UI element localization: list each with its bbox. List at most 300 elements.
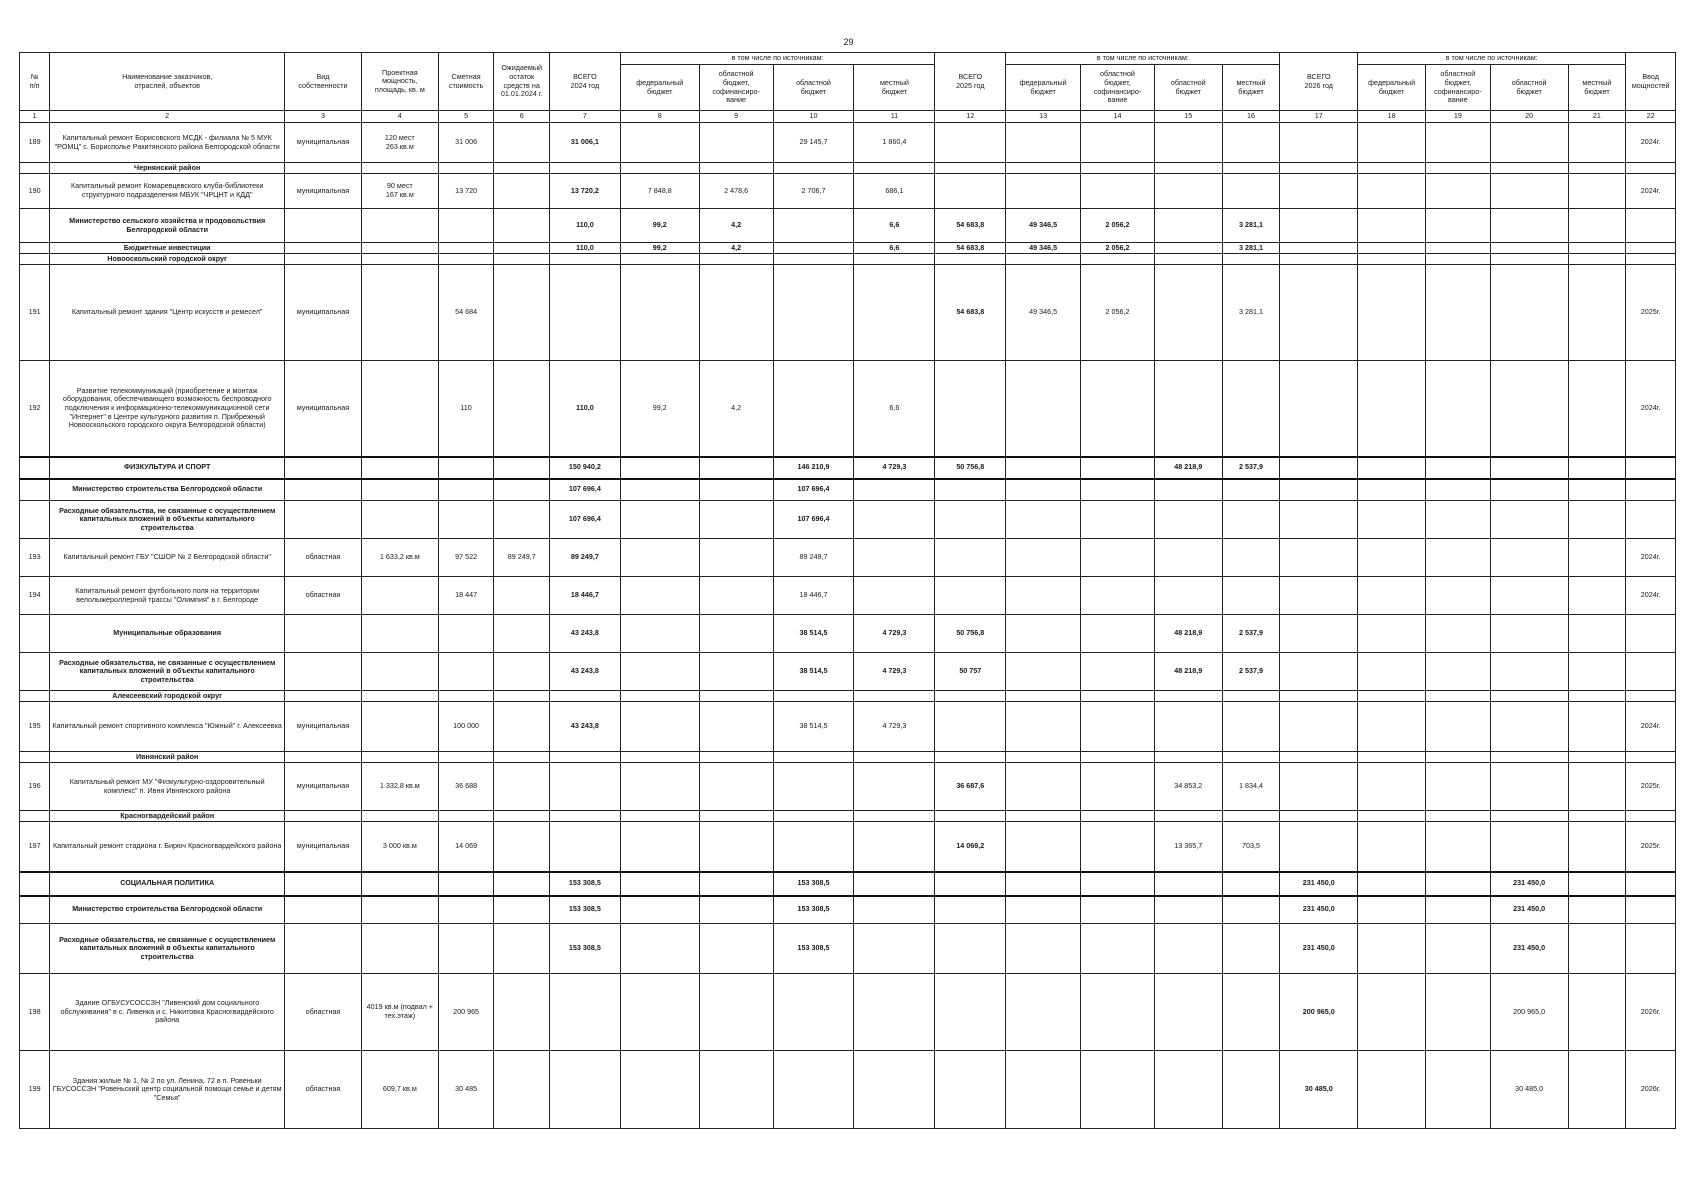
column-number: 19 [1425, 111, 1490, 123]
cell-col-7: 89 249,7 [550, 539, 621, 577]
cell-col-14 [1081, 763, 1155, 811]
cell-col-15 [1154, 872, 1222, 896]
column-number: 21 [1568, 111, 1626, 123]
cell-col-17 [1280, 361, 1358, 457]
header-num: № п/п [20, 53, 50, 111]
section-title: СОЦИАЛЬНАЯ ПОЛИТИКА [50, 872, 285, 896]
section-title: Министерство строительства Белгородской области [50, 896, 285, 924]
cell-col-12: 14 069,2 [935, 822, 1006, 872]
cell-col-13 [1006, 691, 1081, 702]
cell-col-20 [1490, 539, 1568, 577]
cell-col-6 [494, 209, 550, 243]
column-number: 3 [285, 111, 362, 123]
cell-col-19 [1425, 896, 1490, 924]
cell-col-15 [1154, 811, 1222, 822]
row-number [20, 872, 50, 896]
cell-col-14: 2 056,2 [1081, 243, 1155, 254]
cell-col-3 [285, 243, 362, 254]
cell-col-14 [1081, 615, 1155, 653]
cell-col-6: 89 249,7 [494, 539, 550, 577]
cell-col-11 [854, 924, 935, 974]
cell-col-5: 54 684 [438, 265, 494, 361]
cell-col-11 [854, 896, 935, 924]
row-number: 193 [20, 539, 50, 577]
cell-col-17 [1280, 479, 1358, 501]
cell-col-22 [1626, 501, 1676, 539]
cell-col-21 [1568, 702, 1626, 752]
cell-col-13 [1006, 872, 1081, 896]
cell-col-18 [1358, 752, 1426, 763]
header-owner: Вид собственности [285, 53, 362, 111]
header-local: местный бюджет [854, 65, 935, 111]
cell-col-9 [699, 974, 773, 1051]
cell-col-14 [1081, 539, 1155, 577]
cell-col-20: 200 965,0 [1490, 974, 1568, 1051]
section-title: Расходные обязательства, не связанные с осуществлением капитальных вложений в объекты капитального строительства [50, 924, 285, 974]
cell-col-19 [1425, 265, 1490, 361]
cell-col-4 [361, 896, 438, 924]
section-title: Министерство строительства Белгородской области [50, 479, 285, 501]
cell-col-3: областная [285, 974, 362, 1051]
cell-col-7: 43 243,8 [550, 702, 621, 752]
cell-col-22: 2024г. [1626, 702, 1676, 752]
cell-col-4 [361, 479, 438, 501]
object-name: Капитальный ремонт МУ "Физкультурно-оздоровительный комплекс" п. Ивня Ивнянского района [50, 763, 285, 811]
object-name: Развитие телекоммуникаций (приобретение и монтаж оборудования, обеспечивающего возможность беспроводного подключения к информационно-телекоммуникационной сети "Интернет" в Центре культурного развития п. Прибрежный Новооскольского городского округа Белгородской области) [50, 361, 285, 457]
cell-col-22: 2025г. [1626, 265, 1676, 361]
section-row [20, 752, 1676, 763]
cell-col-8 [620, 457, 699, 479]
cell-col-12: 50 756,8 [935, 457, 1006, 479]
cell-col-9 [699, 163, 773, 174]
cell-col-17 [1280, 174, 1358, 209]
cell-col-18 [1358, 123, 1426, 163]
cell-col-12: 50 757 [935, 653, 1006, 691]
cell-col-16 [1222, 539, 1280, 577]
cell-col-11: 6,6 [854, 243, 935, 254]
cell-col-11 [854, 811, 935, 822]
cell-col-11 [854, 265, 935, 361]
cell-col-5: 110 [438, 361, 494, 457]
cell-col-21 [1568, 752, 1626, 763]
cell-col-20 [1490, 501, 1568, 539]
section-title: Министерство сельского хозяйства и продовольствия Белгородской области [50, 209, 285, 243]
cell-col-13: 49 346,5 [1006, 265, 1081, 361]
cell-col-15: 48 218,9 [1154, 457, 1222, 479]
cell-col-3 [285, 811, 362, 822]
cell-col-14 [1081, 822, 1155, 872]
cell-col-8 [620, 822, 699, 872]
cell-col-7: 153 308,5 [550, 872, 621, 896]
cell-col-3 [285, 501, 362, 539]
cell-col-16 [1222, 361, 1280, 457]
cell-col-11 [854, 752, 935, 763]
cell-col-5 [438, 924, 494, 974]
section-row [20, 691, 1676, 702]
budget-table [19, 52, 1676, 1129]
cell-col-3 [285, 752, 362, 763]
cell-col-13: 49 346,5 [1006, 243, 1081, 254]
column-number: 15 [1154, 111, 1222, 123]
cell-col-6 [494, 479, 550, 501]
cell-col-4: 120 мест 263 кв.м [361, 123, 438, 163]
cell-col-6 [494, 615, 550, 653]
section-row [20, 243, 1676, 254]
cell-col-16: 2 537,9 [1222, 457, 1280, 479]
cell-col-9: 2 478,6 [699, 174, 773, 209]
cell-col-10: 18 446,7 [773, 577, 854, 615]
cell-col-7 [550, 265, 621, 361]
cell-col-20 [1490, 615, 1568, 653]
row-number: 195 [20, 702, 50, 752]
header-federal: федеральный бюджет [1006, 65, 1081, 111]
cell-col-8 [620, 577, 699, 615]
row-number: 197 [20, 822, 50, 872]
cell-col-20 [1490, 361, 1568, 457]
cell-col-11 [854, 479, 935, 501]
cell-col-17 [1280, 752, 1358, 763]
column-number: 9 [699, 111, 773, 123]
cell-col-8: 99,2 [620, 243, 699, 254]
cell-col-8: 99,2 [620, 209, 699, 243]
row-number [20, 653, 50, 691]
cell-col-16 [1222, 163, 1280, 174]
cell-col-3 [285, 163, 362, 174]
cell-col-10 [773, 1051, 854, 1129]
cell-col-20 [1490, 691, 1568, 702]
cell-col-16: 3 281,1 [1222, 265, 1280, 361]
header-total-2024: ВСЕГО 2024 год [550, 53, 621, 111]
cell-col-19 [1425, 691, 1490, 702]
cell-col-11 [854, 691, 935, 702]
cell-col-5: 18 447 [438, 577, 494, 615]
cell-col-19 [1425, 577, 1490, 615]
cell-col-8 [620, 811, 699, 822]
cell-col-13 [1006, 174, 1081, 209]
cell-col-19 [1425, 811, 1490, 822]
header-cofin: областной бюджет, софинансиро- вание [1425, 65, 1490, 111]
cell-col-7: 18 446,7 [550, 577, 621, 615]
cell-col-21 [1568, 974, 1626, 1051]
cell-col-7 [550, 752, 621, 763]
cell-col-4 [361, 872, 438, 896]
cell-col-3 [285, 457, 362, 479]
cell-col-13 [1006, 822, 1081, 872]
cell-col-21 [1568, 896, 1626, 924]
cell-col-16 [1222, 974, 1280, 1051]
cell-col-17 [1280, 702, 1358, 752]
cell-col-22 [1626, 243, 1676, 254]
header-cofin: областной бюджет, софинансиро- вание [699, 65, 773, 111]
cell-col-10: 107 696,4 [773, 501, 854, 539]
cell-col-16: 2 537,9 [1222, 653, 1280, 691]
cell-col-22 [1626, 615, 1676, 653]
cell-col-4 [361, 209, 438, 243]
section-row [20, 653, 1676, 691]
section-row [20, 811, 1676, 822]
cell-col-22 [1626, 254, 1676, 265]
cell-col-12 [935, 539, 1006, 577]
cell-col-18 [1358, 811, 1426, 822]
header-federal: федеральный бюджет [1358, 65, 1426, 111]
cell-col-15: 13 365,7 [1154, 822, 1222, 872]
row-number: 194 [20, 577, 50, 615]
row-number [20, 243, 50, 254]
cell-col-18 [1358, 1051, 1426, 1129]
column-number: 13 [1006, 111, 1081, 123]
cell-col-5: 13 720 [438, 174, 494, 209]
cell-col-18 [1358, 822, 1426, 872]
section-title: Расходные обязательства, не связанные с осуществлением капитальных вложений в объекты капитального строительства [50, 501, 285, 539]
section-row [20, 479, 1676, 501]
cell-col-12: 36 687,6 [935, 763, 1006, 811]
page-number: 29 [843, 37, 854, 47]
cell-col-10: 38 514,5 [773, 702, 854, 752]
cell-col-9 [699, 539, 773, 577]
cell-col-15 [1154, 361, 1222, 457]
section-row [20, 872, 1676, 896]
cell-col-8: 7 848,8 [620, 174, 699, 209]
row-number: 189 [20, 123, 50, 163]
cell-col-7: 107 696,4 [550, 479, 621, 501]
cell-col-12 [935, 896, 1006, 924]
cell-col-11 [854, 163, 935, 174]
cell-col-10 [773, 974, 854, 1051]
section-title: Алексеевский городской округ [50, 691, 285, 702]
cell-col-4 [361, 691, 438, 702]
cell-col-16: 1 834,4 [1222, 763, 1280, 811]
cell-col-8 [620, 702, 699, 752]
cell-col-15 [1154, 896, 1222, 924]
cell-col-7: 110,0 [550, 209, 621, 243]
cell-col-17: 231 450,0 [1280, 896, 1358, 924]
cell-col-16 [1222, 1051, 1280, 1129]
cell-col-7 [550, 254, 621, 265]
cell-col-15: 34 853,2 [1154, 763, 1222, 811]
cell-col-18 [1358, 896, 1426, 924]
column-number: 8 [620, 111, 699, 123]
cell-col-3: муниципальная [285, 702, 362, 752]
cell-col-6 [494, 974, 550, 1051]
object-name: Капитальный ремонт Борисовского МСДК - филиала № 5 МУК "РОМЦ" с. Борисполье Ракитянского района Белгородской области [50, 123, 285, 163]
cell-col-17 [1280, 243, 1358, 254]
cell-col-22 [1626, 752, 1676, 763]
column-number: 18 [1358, 111, 1426, 123]
cell-col-6 [494, 243, 550, 254]
cell-col-12 [935, 174, 1006, 209]
cell-col-8 [620, 479, 699, 501]
row-number: 190 [20, 174, 50, 209]
cell-col-3 [285, 691, 362, 702]
cell-col-18 [1358, 691, 1426, 702]
cell-col-16 [1222, 174, 1280, 209]
section-title: Муниципальные образования [50, 615, 285, 653]
cell-col-6 [494, 896, 550, 924]
cell-col-6 [494, 163, 550, 174]
cell-col-4 [361, 811, 438, 822]
cell-col-18 [1358, 763, 1426, 811]
cell-col-5 [438, 243, 494, 254]
cell-col-7 [550, 763, 621, 811]
header-local: местный бюджет [1568, 65, 1626, 111]
cell-col-9 [699, 653, 773, 691]
cell-col-19 [1425, 924, 1490, 974]
cell-col-6 [494, 361, 550, 457]
cell-col-6 [494, 653, 550, 691]
cell-col-9 [699, 265, 773, 361]
cell-col-19 [1425, 174, 1490, 209]
cell-col-21 [1568, 209, 1626, 243]
cell-col-20: 231 450,0 [1490, 896, 1568, 924]
cell-col-16 [1222, 479, 1280, 501]
cell-col-16 [1222, 872, 1280, 896]
cell-col-14 [1081, 361, 1155, 457]
cell-col-20: 231 450,0 [1490, 872, 1568, 896]
cell-col-17 [1280, 163, 1358, 174]
cell-col-5: 36 688 [438, 763, 494, 811]
cell-col-19 [1425, 539, 1490, 577]
cell-col-17 [1280, 653, 1358, 691]
section-row [20, 896, 1676, 924]
cell-col-6 [494, 752, 550, 763]
cell-col-12 [935, 924, 1006, 974]
cell-col-4 [361, 457, 438, 479]
cell-col-19 [1425, 457, 1490, 479]
table-row [20, 539, 1676, 577]
cell-col-3: областная [285, 577, 362, 615]
cell-col-10 [773, 763, 854, 811]
cell-col-8 [620, 691, 699, 702]
cell-col-20 [1490, 254, 1568, 265]
header-regional: областной бюджет [1490, 65, 1568, 111]
cell-col-8 [620, 123, 699, 163]
column-number: 11 [854, 111, 935, 123]
cell-col-14 [1081, 924, 1155, 974]
header-commission: Ввод мощностей [1626, 53, 1676, 111]
object-name: Капитальный ремонт спортивного комплекса "Южный" г. Алексеевка [50, 702, 285, 752]
cell-col-18 [1358, 653, 1426, 691]
cell-col-21 [1568, 479, 1626, 501]
object-name: Капитальный ремонт здания "Центр искусств и ремесел" [50, 265, 285, 361]
cell-col-6 [494, 872, 550, 896]
cell-col-12 [935, 702, 1006, 752]
cell-col-12: 54 683,8 [935, 265, 1006, 361]
cell-col-11 [854, 539, 935, 577]
cell-col-13 [1006, 163, 1081, 174]
cell-col-14 [1081, 174, 1155, 209]
cell-col-12 [935, 974, 1006, 1051]
cell-col-9: 4,2 [699, 361, 773, 457]
cell-col-13 [1006, 752, 1081, 763]
cell-col-18 [1358, 872, 1426, 896]
cell-col-12 [935, 577, 1006, 615]
cell-col-10: 153 308,5 [773, 872, 854, 896]
cell-col-16 [1222, 811, 1280, 822]
cell-col-6 [494, 265, 550, 361]
cell-col-22: 2024г. [1626, 361, 1676, 457]
cell-col-22: 2025г. [1626, 822, 1676, 872]
cell-col-8 [620, 872, 699, 896]
cell-col-5: 30 485 [438, 1051, 494, 1129]
cell-col-15 [1154, 501, 1222, 539]
cell-col-6 [494, 811, 550, 822]
cell-col-6 [494, 174, 550, 209]
header-federal: федеральный бюджет [620, 65, 699, 111]
cell-col-8 [620, 763, 699, 811]
cell-col-6 [494, 501, 550, 539]
table-row [20, 361, 1676, 457]
cell-col-19 [1425, 163, 1490, 174]
cell-col-9 [699, 822, 773, 872]
cell-col-21 [1568, 174, 1626, 209]
cell-col-11 [854, 763, 935, 811]
cell-col-10 [773, 254, 854, 265]
cell-col-22 [1626, 479, 1676, 501]
cell-col-10: 2 706,7 [773, 174, 854, 209]
row-number [20, 691, 50, 702]
cell-col-19 [1425, 209, 1490, 243]
row-number [20, 615, 50, 653]
row-number [20, 254, 50, 265]
cell-col-8 [620, 1051, 699, 1129]
cell-col-15 [1154, 752, 1222, 763]
cell-col-11 [854, 872, 935, 896]
cell-col-11: 686,1 [854, 174, 935, 209]
cell-col-7: 153 308,5 [550, 924, 621, 974]
cell-col-10 [773, 209, 854, 243]
cell-col-8 [620, 254, 699, 265]
cell-col-15 [1154, 924, 1222, 974]
cell-col-16: 2 537,9 [1222, 615, 1280, 653]
cell-col-18 [1358, 209, 1426, 243]
header-estimate: Сметная стоимость [438, 53, 494, 111]
cell-col-21 [1568, 163, 1626, 174]
section-row [20, 209, 1676, 243]
cell-col-13 [1006, 361, 1081, 457]
column-number: 5 [438, 111, 494, 123]
cell-col-4 [361, 163, 438, 174]
cell-col-20 [1490, 752, 1568, 763]
cell-col-10 [773, 265, 854, 361]
cell-col-9 [699, 479, 773, 501]
cell-col-14 [1081, 691, 1155, 702]
cell-col-11 [854, 577, 935, 615]
cell-col-14 [1081, 254, 1155, 265]
cell-col-8 [620, 924, 699, 974]
cell-col-13 [1006, 1051, 1081, 1129]
header-incl-2024: в том числе по источникам: [620, 53, 935, 65]
cell-col-22 [1626, 457, 1676, 479]
cell-col-18 [1358, 254, 1426, 265]
cell-col-13 [1006, 896, 1081, 924]
section-row [20, 501, 1676, 539]
cell-col-19 [1425, 702, 1490, 752]
cell-col-4 [361, 752, 438, 763]
cell-col-10 [773, 822, 854, 872]
cell-col-14 [1081, 811, 1155, 822]
cell-col-7: 153 308,5 [550, 896, 621, 924]
cell-col-21 [1568, 811, 1626, 822]
table-row [20, 822, 1676, 872]
cell-col-16 [1222, 501, 1280, 539]
cell-col-5 [438, 209, 494, 243]
table-row [20, 763, 1676, 811]
cell-col-13: 49 346,5 [1006, 209, 1081, 243]
cell-col-21 [1568, 243, 1626, 254]
cell-col-13 [1006, 763, 1081, 811]
cell-col-14 [1081, 577, 1155, 615]
cell-col-11: 4 729,3 [854, 615, 935, 653]
